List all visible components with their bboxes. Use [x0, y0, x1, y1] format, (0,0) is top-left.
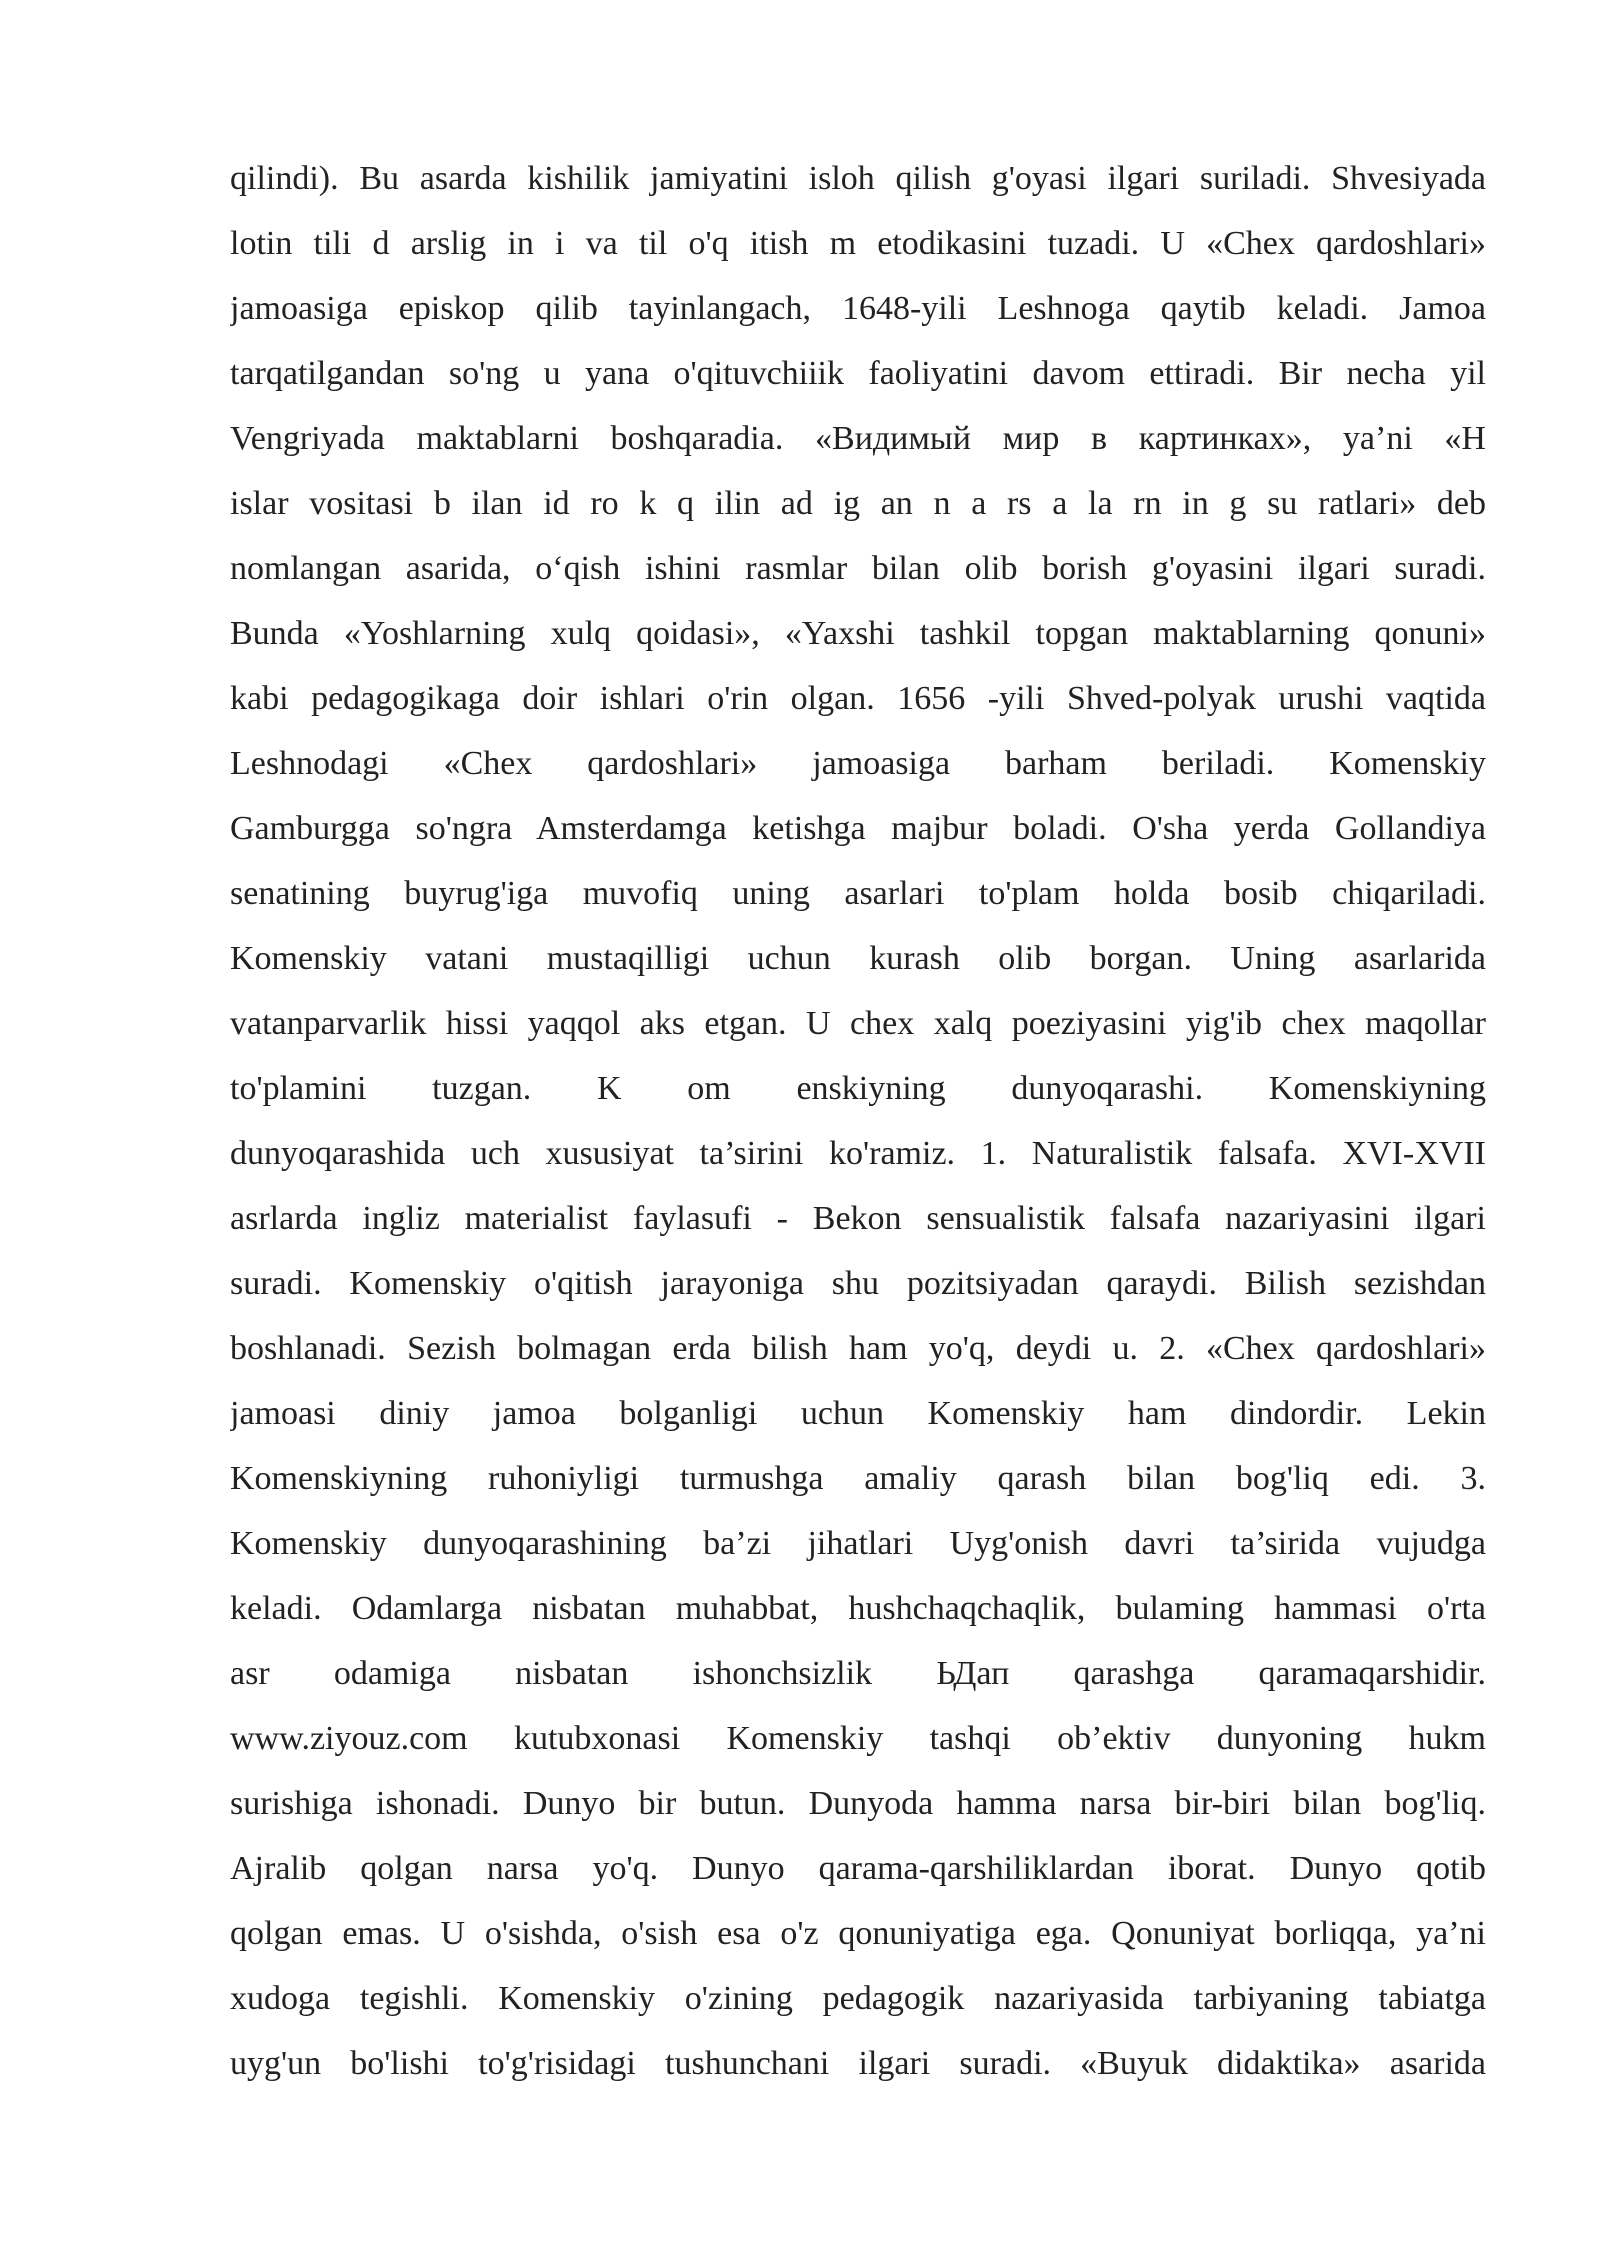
text-line: tarqatilgandan so'ng u yana o'qituvchiiik faoliyatini davom ettiradi. Bir necha yil: [230, 355, 1486, 392]
text-line: Vengriyada maktablarni boshqaradia. «Видимый мир в картинках», ya’ni «H: [230, 420, 1486, 457]
text-line: Komenskiyning ruhoniyligi turmushga amaliy qarash bilan bog'liq edi. 3.: [230, 1460, 1486, 1497]
text-line: uyg'un bo'lishi to'g'risidagi tushunchani ilgari suradi. «Buyuk didaktika» asarida: [230, 2045, 1486, 2082]
text-line: Gamburgga so'ngra Amsterdamga ketishga majbur boladi. O'sha yerda Gollandiya: [230, 810, 1486, 847]
text-line: asrlarda ingliz materialist faylasufi - Bekon sensualistik falsafa nazariyasini ilgari: [230, 1200, 1486, 1237]
text-line: qolgan emas. U o'sishda, o'sish esa o'z qonuniyatiga ega. Qonuniyat borliqqa, ya’ni: [230, 1915, 1486, 1952]
text-line: Bunda «Yoshlarning xulq qoidasi», «Yaxshi tashkil topgan maktablarning qonuni»: [230, 615, 1486, 652]
text-line: lotin tili d arslig in i va til o'q itish m etodikasini tuzadi. U «Chex qardoshlari»: [230, 225, 1486, 262]
text-line: dunyoqarashida uch xususiyat ta’sirini ko'ramiz. 1. Naturalistik falsafa. XVI-XVII: [230, 1135, 1486, 1172]
text-line: vatanparvarlik hissi yaqqol aks etgan. U chex xalq poeziyasini yig'ib chex maqollar: [230, 1005, 1486, 1042]
text-line: keladi. Odamlarga nisbatan muhabbat, hushchaqchaqlik, bulaming hammasi o'rta: [230, 1590, 1486, 1627]
text-line: qilindi). Bu asarda kishilik jamiyatini isloh qilish g'oyasi ilgari suriladi. Shvesiyada: [230, 160, 1486, 197]
text-line: boshlanadi. Sezish bolmagan erda bilish ham yo'q, deydi u. 2. «Chex qardoshlari»: [230, 1330, 1486, 1367]
body-text: [230, 146, 1486, 2096]
text-line: www.ziyouz.com kutubxonasi Komenskiy tashqi ob’ektiv dunyoning hukm: [230, 1720, 1486, 1757]
text-line: Leshnodagi «Chex qardoshlari» jamoasiga barham beriladi. Komenskiy: [230, 745, 1486, 782]
text-line: Ajralib qolgan narsa yo'q. Dunyo qarama-qarshiliklardan iborat. Dunyo qotib: [230, 1850, 1486, 1887]
text-line: Komenskiy vatani mustaqilligi uchun kurash olib borgan. Uning asarlarida: [230, 940, 1486, 977]
text-line: islar vositasi b ilan id ro k q ilin ad ig an n a rs a la rn in g su ratlari» deb: [230, 485, 1486, 522]
text-line: asr odamiga nisbatan ishonchsizlik ЬДап qarashga qaramaqarshidir.: [230, 1655, 1486, 1692]
text-line: kabi pedagogikaga doir ishlari o'rin olgan. 1656 -yili Shved-polyak urushi vaqtida: [230, 680, 1486, 717]
text-line: Komenskiy dunyoqarashining ba’zi jihatlari Uyg'onish davri ta’sirida vujudga: [230, 1525, 1486, 1562]
text-line: senatining buyrug'iga muvofiq uning asarlari to'plam holda bosib chiqariladi.: [230, 875, 1486, 912]
text-line: to'plamini tuzgan. K om enskiyning dunyoqarashi. Komenskiyning: [230, 1070, 1486, 1107]
text-line: jamoasi diniy jamoa bolganligi uchun Komenskiy ham dindordir. Lekin: [230, 1395, 1486, 1432]
text-line: nomlangan asarida, o‘qish ishini rasmlar bilan olib borish g'oyasini ilgari suradi.: [230, 550, 1486, 587]
text-line: surishiga ishonadi. Dunyo bir butun. Dunyoda hamma narsa bir-biri bilan bog'liq.: [230, 1785, 1486, 1822]
text-line: xudoga tegishli. Komenskiy o'zining pedagogik nazariyasida tarbiyaning tabiatga: [230, 1980, 1486, 2017]
text-line: suradi. Komenskiy o'qitish jarayoniga shu pozitsiyadan qaraydi. Bilish sezishdan: [230, 1265, 1486, 1302]
text-line: jamoasiga episkop qilib tayinlangach, 1648-yili Leshnoga qaytib keladi. Jamoa: [230, 290, 1486, 327]
